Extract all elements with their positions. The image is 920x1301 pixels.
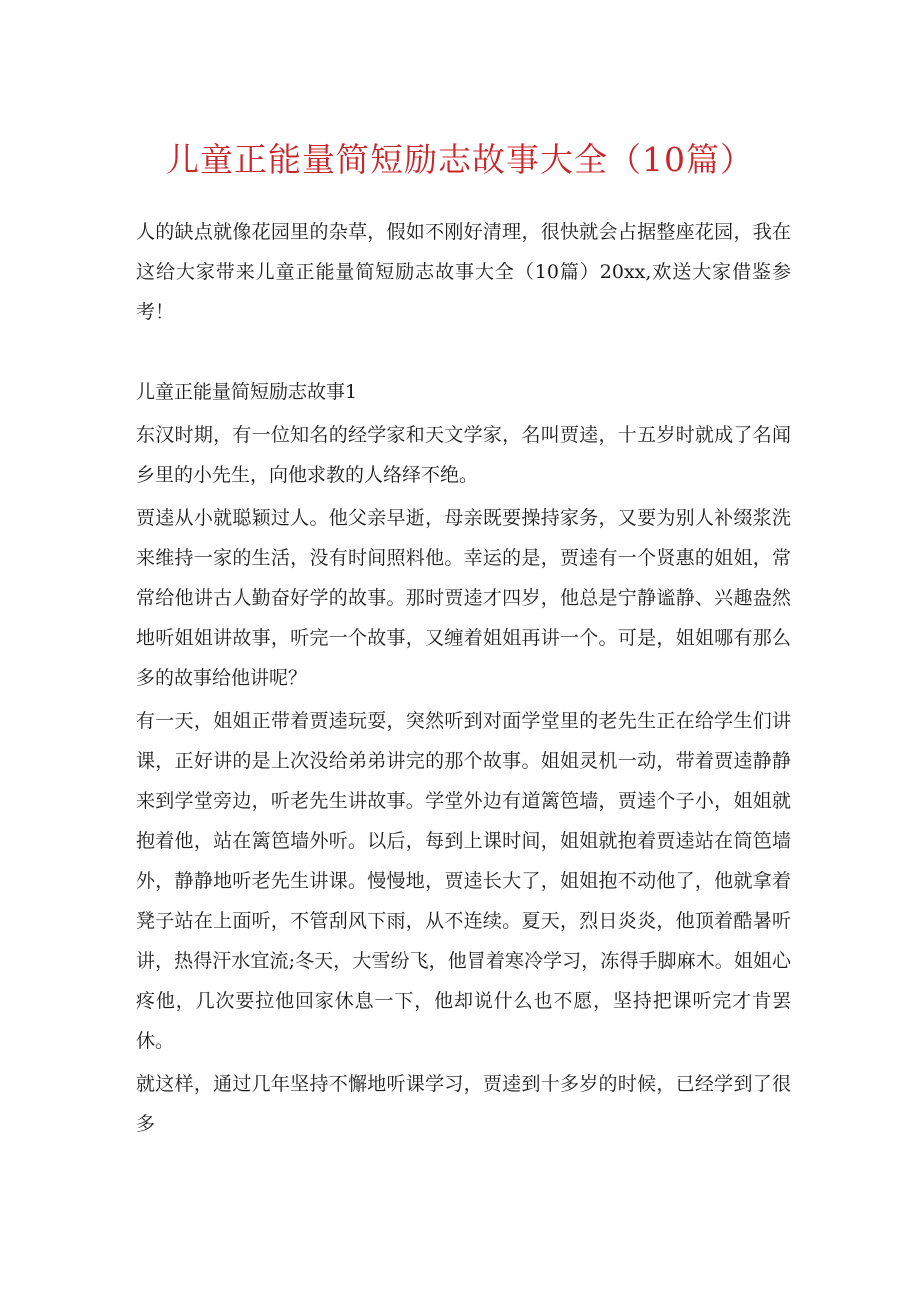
document-title: 儿童正能量简短励志故事大全（10篇） xyxy=(166,140,754,179)
section-heading: 儿童正能量简短励志故事1 xyxy=(136,381,358,403)
intro-paragraph: 人的缺点就像花园里的杂草，假如不刚好清理，很快就会占据整座花园，我在这给大家带来儿童正能量简短励志故事大全（10篇）20xx,欢送大家借鉴参考！ xyxy=(136,221,791,323)
document-body xyxy=(136,212,791,1144)
story-paragraph: 就这样，通过几年坚持不懈地听课学习，贾逵到十多岁的时候，已经学到了很多 xyxy=(136,1073,791,1135)
story-paragraph: 贾逵从小就聪颖过人。他父亲早逝，母亲既要操持家务，又要为别人补缀浆洗来维持一家的生活，没有时间照料他。幸运的是，贾逵有一个贤惠的姐姐，常常给他讲古人勤奋好学的故事。那时贾逵才四岁，他总是宁静谧静、兴趣盎然地听姐姐讲故事，听完一个故事，又缠着姐姐再讲一个。可是，姐姐哪有那么多的故事给他讲呢？ xyxy=(136,507,791,689)
story-paragraph: 东汉时期，有一位知名的经学家和天文学家，名叫贾逵，十五岁时就成了名闻乡里的小先生，向他求教的人络绎不绝。 xyxy=(136,424,791,486)
story-paragraph: 有一天，姐姐正带着贾逵玩耍，突然听到对面学堂里的老先生正在给学生们讲课，正好讲的是上次没给弟弟讲完的那个故事。姐姐灵机一动，带着贾逵静静来到学堂旁边，听老先生讲故事。学堂外边有道篱笆墙，贾逵个子小，姐姐就抱着他，站在篱笆墙外听。以后，每到上课时间，姐姐就抱着贾逵站在筒笆墙外，静静地听老先生讲课。慢慢地，贾逵长大了，姐姐抱不动他了，他就拿着凳子站在上面听，不管刮风下雨，从不连续。夏天，烈日炎炎，他顶着酷暑听讲，热得汗水宜流;冬天，大雪纷飞，他冒着寒冷学习，冻得手脚麻木。姐姐心疼他，几次要拉他回家休息一下，他却说什么也不愿，坚持把课听完才肯罢休。 xyxy=(136,710,791,1052)
